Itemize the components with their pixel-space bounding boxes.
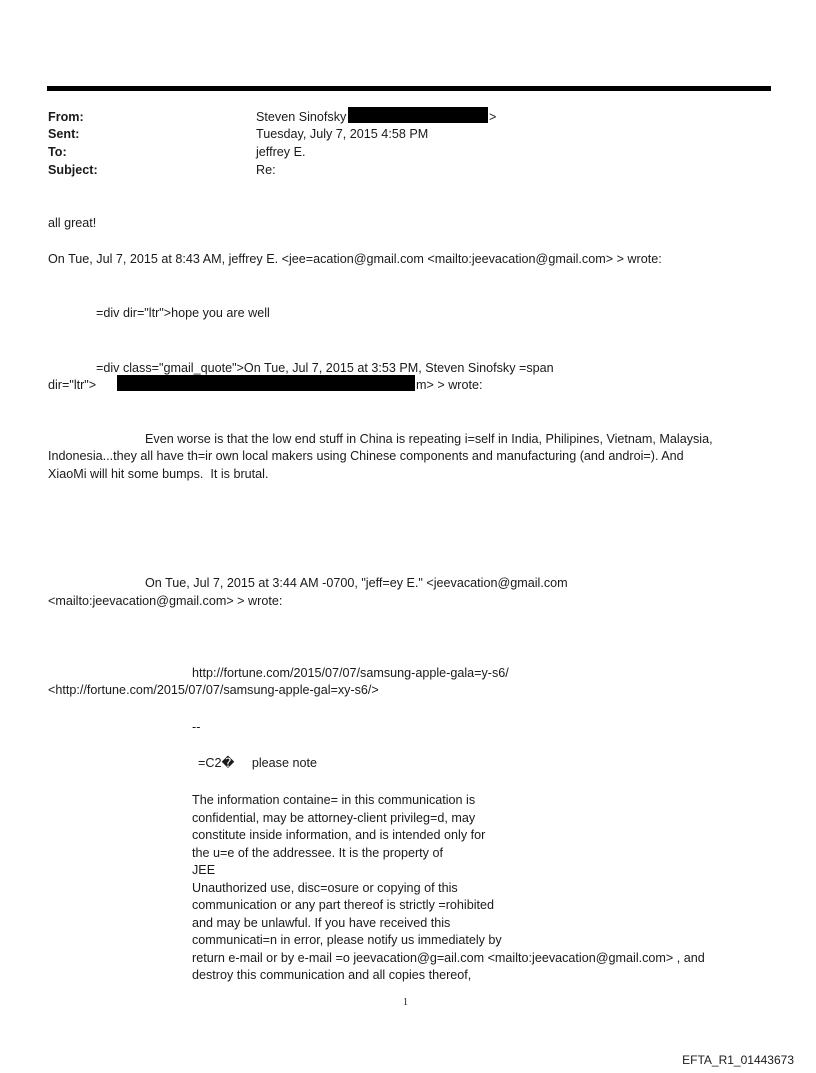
- link-line2: <http://fortune.com/2015/07/07/samsung-apple-gal=xy-s6/>: [48, 683, 379, 697]
- quote1-text: =div dir="ltr">hope you are well: [96, 306, 270, 320]
- page-number: 1: [403, 997, 408, 1008]
- to-label: To:: [48, 145, 67, 159]
- sent-label: Sent:: [48, 127, 80, 141]
- disclaimer-line: return e-mail or by e-mail =o jeevacation@g=ail.com <mailto:jeevacation@gmail.com> , and: [192, 951, 705, 965]
- quote3-header-line2: <mailto:jeevacation@gmail.com> > wrote:: [48, 594, 283, 608]
- redaction-box: [117, 375, 415, 391]
- quote2-text-line3: XiaoMi will hit some bumps. It is brutal.: [48, 467, 269, 481]
- disclaimer-line: JEE: [192, 863, 216, 877]
- from-value: Steven Sinofsky: [256, 110, 347, 124]
- from-label: From:: [48, 110, 84, 124]
- disclaimer-line: destroy this communication and all copies thereof,: [192, 968, 472, 982]
- quote3-header-line1: On Tue, Jul 7, 2015 at 3:44 AM -0700, "jeff=ey E." <jeevacation@gmail.com: [145, 576, 568, 590]
- disclaimer-line: communication or any part thereof is strictly =rohibited: [192, 898, 495, 912]
- disclaimer-line: and may be unlawful. If you have received this: [192, 916, 451, 930]
- quote2-text-line1: Even worse is that the low end stuff in China is repeating i=self in India, Philipines, Vietnam, Malaysia,: [145, 432, 713, 446]
- bates-number: EFTA_R1_01443673: [682, 1053, 794, 1067]
- quote2-header-line1: =div class="gmail_quote">On Tue, Jul 7, 2015 at 3:53 PM, Steven Sinofsky =span: [96, 361, 554, 375]
- please-note: =C2� please note: [198, 756, 317, 770]
- disclaimer-line: confidential, may be attorney-client privileg=d, may: [192, 811, 476, 825]
- quote2-header-line2b: m> > wrote:: [416, 378, 483, 392]
- disclaimer-line: communicati=n in error, please notify us immediately by: [192, 933, 502, 947]
- from-tail: >: [489, 110, 497, 124]
- disclaimer-line: The information containe= in this communication is: [192, 793, 476, 807]
- header-rule: [47, 86, 771, 91]
- reply-text: all great!: [48, 216, 97, 230]
- disclaimer-line: constitute inside information, and is intended only for: [192, 828, 486, 842]
- quote2-header-line2a: dir="ltr">: [48, 378, 97, 392]
- subject-value: Re:: [256, 163, 276, 177]
- to-value: jeffrey E.: [256, 145, 306, 159]
- quote1-header: On Tue, Jul 7, 2015 at 8:43 AM, jeffrey E. <jee=acation@gmail.com <mailto:jeevacation@gmail.com> > wrote:: [48, 252, 662, 266]
- sent-value: Tuesday, July 7, 2015 4:58 PM: [256, 127, 429, 141]
- disclaimer-line: Unauthorized use, disc=osure or copying of this: [192, 881, 458, 895]
- signature-separator: --: [192, 720, 201, 734]
- quote2-text-line2: Indonesia...they all have th=ir own local makers using Chinese components and manufacturing (and androi=). And: [48, 449, 684, 463]
- redaction-box: [348, 107, 488, 123]
- link-line1: http://fortune.com/2015/07/07/samsung-apple-gala=y-s6/: [192, 666, 509, 680]
- disclaimer-line: the u=e of the addressee. It is the property of: [192, 846, 443, 860]
- subject-label: Subject:: [48, 163, 98, 177]
